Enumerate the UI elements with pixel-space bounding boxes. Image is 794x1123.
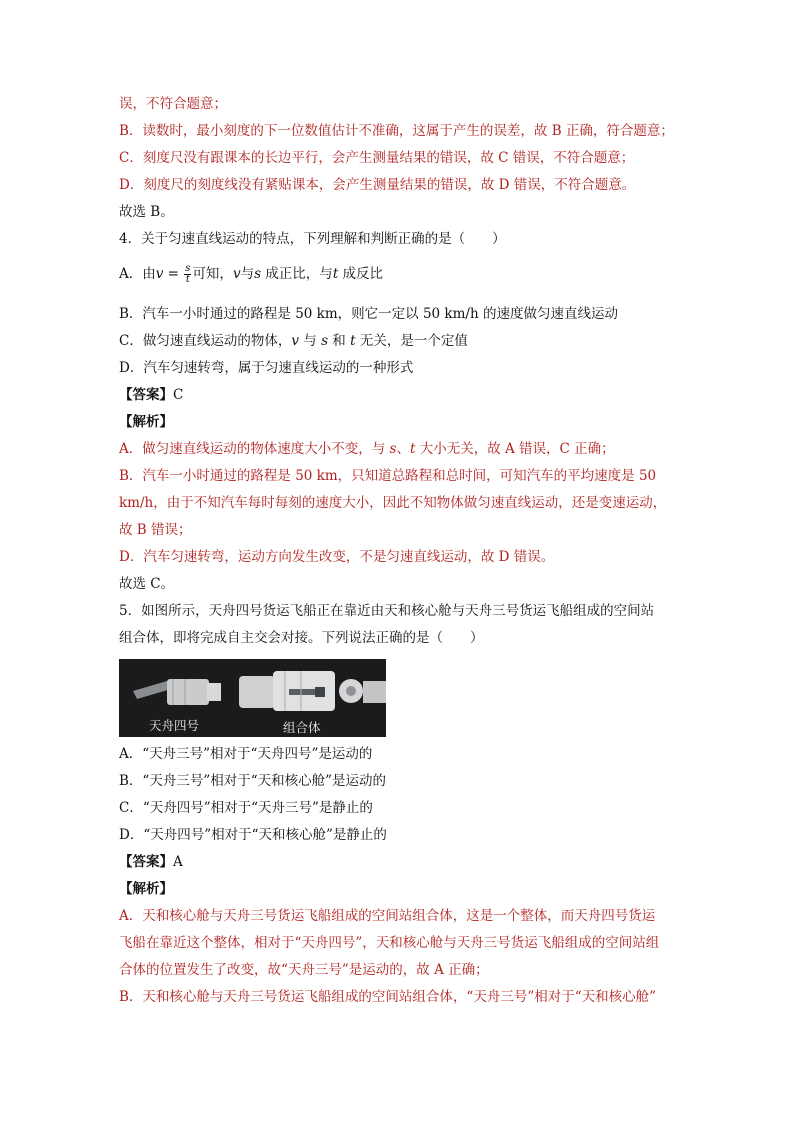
analysis-5-a-line2: 飞船在靠近这个整体，相对于“天舟四号”，天和核心舱与天舟三号货运飞船组成的空间站组 xyxy=(119,935,660,951)
fraction-s-over-t: $\frac{s}{t}$ xyxy=(185,263,191,285)
analysis-5-b-line1: B．天和核心舱与天舟三号货运飞船组成的空间站组合体，“天舟三号”相对于“天和核心舱” xyxy=(119,989,657,1005)
explanation-line: D．刻度尺的刻度线没有紧贴课本，会产生测量结果的错误，故 D 错误，不符合题意。 xyxy=(119,177,636,193)
analysis-4-b-line3: 故 B 错误； xyxy=(119,522,192,538)
question-4-option-c: C．做匀速直线运动的物体，v 与 s 和 t 无关，是一个定值 xyxy=(119,333,468,349)
question-5-option-a: A．“天舟三号”相对于“天舟四号”是运动的 xyxy=(119,746,373,762)
analysis-4-b-line2: km/h，由于不知汽车每时每刻的速度大小，因此不知物体做匀速直线运动，还是变速运动， xyxy=(119,495,667,511)
question-5-option-c: C．“天舟四号”相对于“天舟三号”是静止的 xyxy=(119,800,373,816)
question-5-stem-line2: 组合体，即将完成自主交会对接。下列说法正确的是（ ） xyxy=(119,630,484,646)
question-4-option-b: B．汽车一小时通过的路程是 50 km，则它一定以 50 km/h 的速度做匀速直线运动 xyxy=(119,306,618,322)
figure-label-combination: 组合体 xyxy=(283,720,321,735)
question-5-stem-line1: 5．如图所示，天舟四号货运飞船正在靠近由天和核心舱与天舟三号货运飞船组成的空间站 xyxy=(119,603,655,619)
question-5-option-b: B．“天舟三号”相对于“天和核心舱”是运动的 xyxy=(119,773,387,789)
analysis-4-b-line1: B．汽车一小时通过的路程是 50 km，只知道总路程和总时间，可知汽车的平均速度是 50 xyxy=(119,468,657,484)
analysis-5-a-line3: 合体的位置发生了改变，故“天舟三号”是运动的，故 A 正确； xyxy=(119,962,489,978)
question-4-option-d: D．汽车匀速转弯，属于匀速直线运动的一种形式 xyxy=(119,360,414,376)
explanation-line: C．刻度尺没有跟课本的长边平行，会产生测量结果的错误，故 C 错误，不符合题意； xyxy=(119,150,635,166)
explanation-line: B．读数时，最小刻度的下一位数值估计不准确，这属于产生的误差，故 B 正确，符合题意； xyxy=(119,123,674,139)
analysis-5-heading: 【解析】 xyxy=(119,881,173,897)
answer-4: 【答案】C xyxy=(119,387,184,403)
spacecraft-docking-image xyxy=(119,659,386,737)
question-4-stem: 4．关于匀速直线运动的特点，下列理解和判断正确的是（ ） xyxy=(119,231,506,247)
analysis-4-a: A．做匀速直线运动的物体速度大小不变，与 s、t 大小无关，故 A 错误，C 正确； xyxy=(119,441,615,457)
conclusion-line: 故选 B。 xyxy=(119,204,174,220)
figure-label-tianzhou-4: 天舟四号 xyxy=(149,718,200,733)
question-4-option-a: A．由v = $\frac{s}{t}$ 可知，v与s 成正比，与t 成反比 xyxy=(119,263,384,285)
analysis-4-d: D．汽车匀速转弯，运动方向发生改变，不是匀速直线运动，故 D 错误。 xyxy=(119,549,555,565)
question-5-option-d: D．“天舟四号”相对于“天和核心舱”是静止的 xyxy=(119,827,387,843)
analysis-5-a-line1: A．天和核心舱与天舟三号货运飞船组成的空间站组合体，这是一个整体，而天舟四号货运 xyxy=(119,908,656,924)
answer-5: 【答案】A xyxy=(119,854,183,870)
explanation-line: 误，不符合题意； xyxy=(119,96,227,112)
conclusion-line: 故选 C。 xyxy=(119,576,175,592)
analysis-4-heading: 【解析】 xyxy=(119,414,173,430)
